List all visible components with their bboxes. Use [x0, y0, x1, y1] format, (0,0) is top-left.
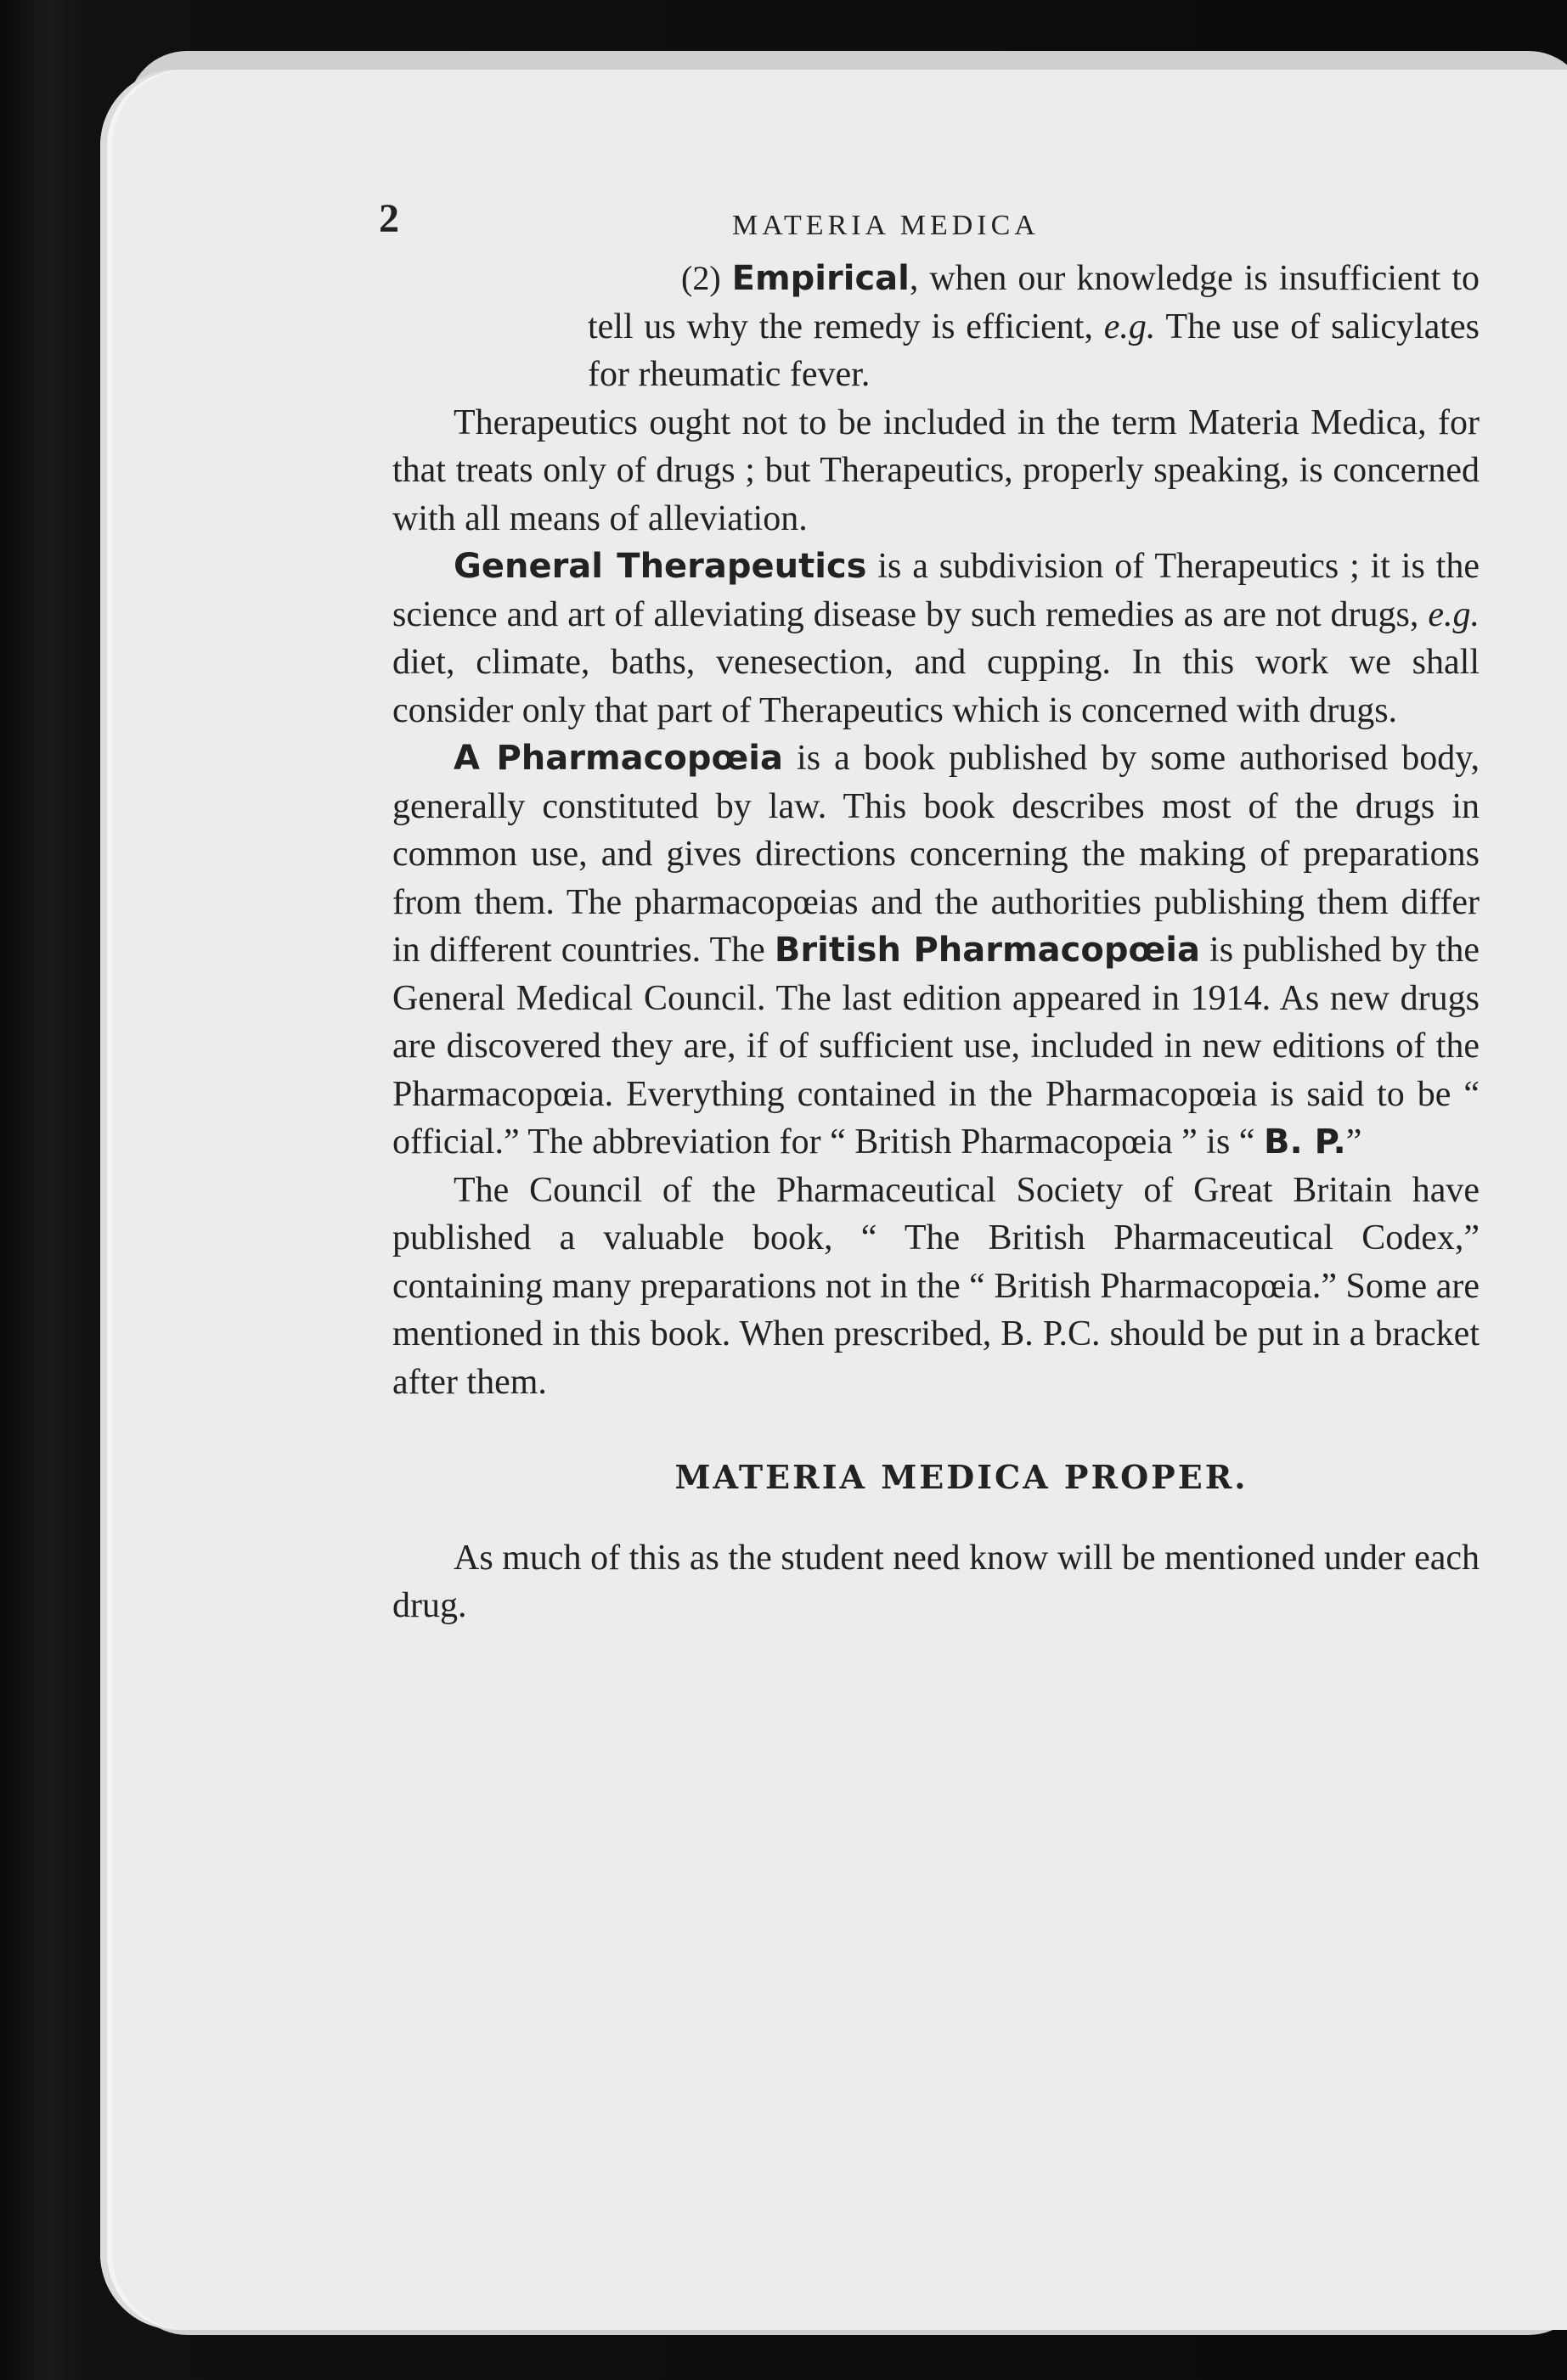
page-header [379, 195, 1480, 255]
term-pharmacopoeia: A Pharmacopœia [454, 739, 783, 778]
paragraph-council: The Council of the Pharmaceutical Society of Great Britain have published a valuable book, “ The British Pharmaceutical Codex,” containing many preparations not in the “ British Pharmacopœia.” Some are mentioned in this book. When prescribed, B. P.C. should be put in a bracket after them. [392, 1170, 1480, 1402]
paragraph-general-therapeutics: General Therapeutics is a subdivision of Therapeutics ; it is the science and art of alleviating disease by such remedies as are not drugs, e.g. diet, climate, baths, venesection, and cupping. In this work we shall consider only that part of Therapeutics which is concerned with drugs. [392, 547, 1480, 730]
page-number: 2 [379, 196, 399, 241]
paragraph-empirical: (2) Empirical, when our knowledge is insufficient to tell us why the remedy is efficient, e.g. The use of salicylates for rheumatic fever. [588, 259, 1480, 394]
term-bp-abbreviation: B. P. [1263, 1122, 1346, 1162]
section-heading: MATERIA MEDICA PROPER. [674, 1458, 1249, 1496]
term-general-therapeutics: General Therapeutics [454, 547, 867, 586]
term-british-pharmacopoeia: British Pharmacopœia [774, 931, 1200, 970]
page-text [379, 195, 1480, 1630]
paragraph-materia-medica-proper: As much of this as the student need know will be mentioned under each drug. [392, 1538, 1480, 1625]
running-head: MATERIA MEDICA [732, 210, 1040, 241]
term-empirical: Empirical [731, 259, 910, 298]
paragraph-pharmacopoeia: A Pharmacopœia is a book published by some authorised body, generally constituted by law. This book describes most of the drugs in common use, and gives directions concerning the making of preparations from them. The pharmacopœias and the authorities publishing them differ in different countries. The British Pharmacopœia is published by the General Medical Council. The last edition appeared in 1914. As new drugs are discovered they are, if of sufficient use, included in new editions of the Pharmacopœia. Everything contained in the Pharmacopœia is said to be “ official.” The abbreviation for “ British Pharmacopœia ” is “ B. P.” [392, 739, 1480, 1162]
list-number: (2) [681, 259, 721, 297]
paragraph-therapeutics: Therapeutics ought not to be included in the term Materia Medica, for that treats only of drugs ; but Therapeutics, properly speaking, is concerned with all means of alleviation. [392, 402, 1480, 538]
